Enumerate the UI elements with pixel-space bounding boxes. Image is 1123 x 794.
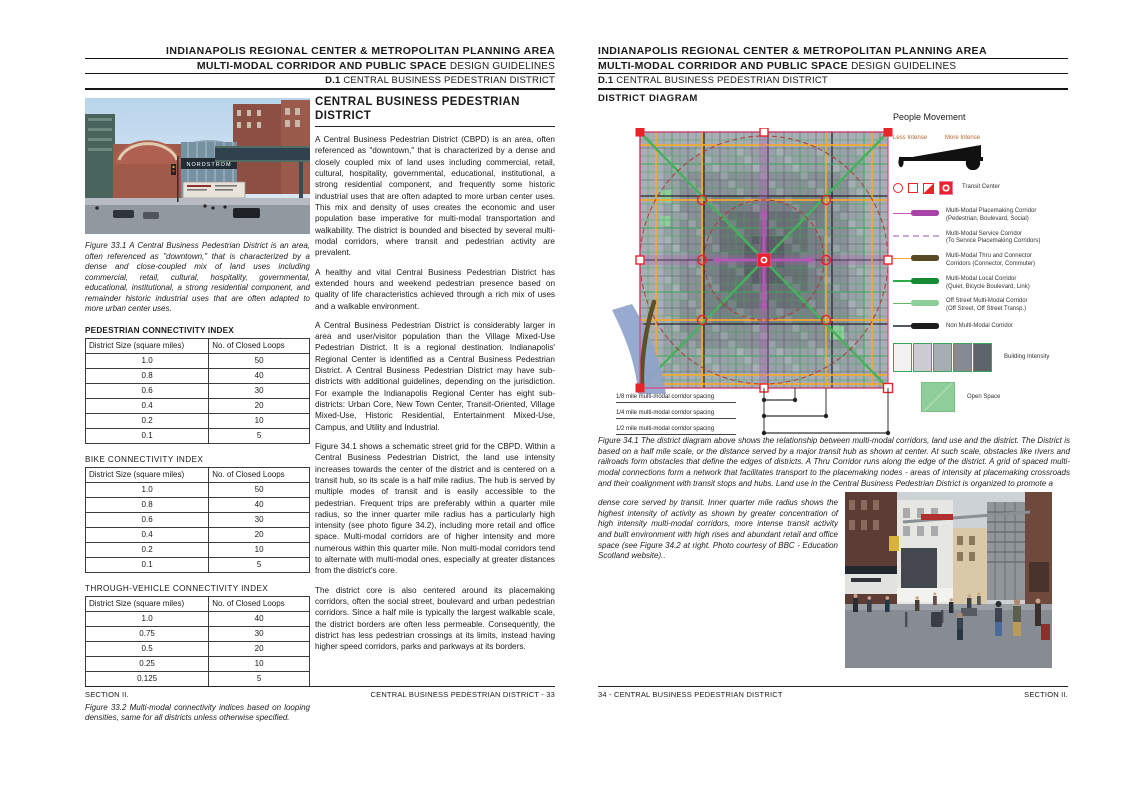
spacing-label-quarter: 1/4 mile multi-modal corridor spacing [616,410,736,419]
legend-entry-thru-connector: Multi-Modal Thru and Connector Corridors (Connector, Commuter) [893,253,1075,269]
table-row: 0.8 40 [86,368,310,383]
open-space-label: Open Space [967,393,1001,400]
header-line2-bold: MULTI-MODAL CORRIDOR AND PUBLIC SPACE [598,60,848,72]
header-line3-rest: CENTRAL BUSINESS PEDESTRIAN DISTRICT [616,75,828,86]
page-header-right [598,45,1068,90]
header-line3-rest: CENTRAL BUSINESS PEDESTRIAN DISTRICT [343,75,555,86]
non-multimodal-corridor-swatch [893,322,939,331]
table-row: 0.6 30 [86,512,310,527]
off-street-corridor-swatch [893,299,939,308]
nordstrom-sign-text: NORDSTROM [186,162,232,168]
transit-halfsquare-icon [923,183,934,194]
figure-34-1-caption-part2: dense core served by transit. Inner quarter mile radius shows the highest intensity of activity as shown by greater concentration of high intensity multi-modal corridors, more intense transit activity and built environment with high rises and abundant retail and office space (see Figure 34.2 at right. Photo courtesy of BBC - Education Scotland website).. [598,498,838,561]
table-row: 1.0 50 [86,482,310,497]
pedestrian-connectivity-table [85,338,310,444]
table-row: 0.75 30 [86,626,310,641]
bike-connectivity-table [85,467,310,573]
article-paragraph: A Central Business Pedestrian District is considerably larger in area and user/visitor population than the Village Mixed-Use Pedestrian District. It is a regional destination. Indianapolis' Regional Center is identified as a Central Business Pedestrian District. A Central Business Pedestrian District may have sub-districts with additional guidelines, depending on the jurisdiction. For example the Indianapolis Regional Center has eight sub-districts: Urban Core, New Town Center, Transit-Oriented, Village Mixed-Use, Historic Residential, Entertainment Mixed-Use, Campus, and Utility and Industrial. [315,320,555,432]
footer-right-page [598,686,1068,699]
building-intensity-swatch [973,343,992,372]
footer-page-label: 34 - CENTRAL BUSINESS PEDESTRIAN DISTRICT [598,690,783,699]
table-row: 0.2 10 [86,413,310,428]
header-line3 [85,75,555,90]
header-line2 [85,60,555,74]
legend-entry-non-multimodal: Non Multi-Modal Corridor [893,321,1075,331]
intensity-wedge-icon [893,142,997,170]
spacing-label-eighth: 1/8 mile multi-modal corridor spacing [616,394,736,403]
building-intensity-swatch [913,343,932,372]
article-paragraph: A healthy and vital Central Business Pedestrian District has extended hours and weekend pedestrian presence based on quality of life characteristics achieved through a rich mix of uses and a walkable environment. [315,267,555,311]
header-line3 [598,75,1068,90]
street-photo-illustration [845,492,1052,668]
service-corridor-swatch [893,232,939,241]
article-paragraph: The district core is also centered around its placemaking corridors, often the social street, boulevard and urban pedestrian corridors. Since a half mile is typically the largest walkable scale, the district borders are often less permeable. Consequently, the district has less pedestrian crossings at its limits, instead having higher speed corridors, parks and parkways at its borders. [315,585,555,652]
transit-square-icon [908,183,918,193]
legend-entry-off-street: Off Street Multi-Modal Corridor (Off Street, Off Street Transp.) [893,298,1075,314]
col-district-size: District Size (square miles) [86,338,209,353]
table-header-row: District Size (square miles) No. of Closed Loops [86,467,310,482]
table-row: 0.4 20 [86,527,310,542]
less-intense-label: Less Intense [893,135,928,141]
figure-33-2-caption: Figure 33.2 Multi-modal connectivity indices based on looping densities, same for all districts unless otherwise specified. [85,702,310,723]
district-diagram-title: DISTRICT DIAGRAM [598,93,698,104]
header-line2-light: DESIGN GUIDELINES [851,61,957,72]
transit-center-label: Transit Center [962,184,1000,191]
table-row: 0.25 10 [86,656,310,671]
building-intensity-swatch [953,343,972,372]
building-intensity-label: Building Intensity [1004,354,1050,361]
thru-corridor-swatch [893,254,939,263]
transit-center-icon [939,181,953,195]
transit-circle-icon [893,183,903,193]
transit-center-row [893,181,1075,195]
footer-left-page [85,686,555,699]
table-row: 0.2 10 [86,542,310,557]
table-row: 0.125 5 [86,671,310,686]
footer-section: SECTION II. [1024,690,1068,699]
table-header-row [86,338,310,353]
left-column [85,98,310,724]
header-line2 [598,60,1068,74]
through-vehicle-index-title: THROUGH-VEHICLE CONNECTIVITY INDEX [85,583,269,593]
intensity-labels [893,135,1075,141]
spacing-label-half: 1/2 mile multi-modal corridor spacing [616,426,736,435]
open-space-row [921,382,1075,412]
page-header-left [85,45,555,90]
bike-index-title: BIKE CONNECTIVITY INDEX [85,454,204,464]
figure-34-1-caption-part1: Figure 34.1 The district diagram above shows the relationship between multi-modal corridors, land use and the district. The District is based on a half mile scale, or the distance served by a major transit hub as shown at center. At such scale, obstacles like rivers and railroads form obstacles that define the edges of districts. A Thru Corridor runs along the edge of the district. A grid of spaced multi-modal connections form a network that facilitates transport to the placemaking nodes - areas of intensity at placemaking crossroads and their coalignment with transit stops and hubs. Land use in the Central Business Pedestrian District is organized to promote a [598,436,1070,488]
article-paragraph: A Central Business Pedestrian District (CBPD) is an area, often referenced as "downtown," that is characterized by a dense and closely coupled mix of land uses including commercial, retail, cultural, hospitality, governmental, educational, institutional, a strong residential component, and frequently some historic industrial uses that are often adapted to more urban center uses. This mix and density of uses creates the economic and user population base imperative for multi-modal transportation and walkability. The district is bounded and bisected by several multi-modal corridors, where transit and pedestrian activity are prevalent. [315,135,555,258]
more-intense-label: More Intense [945,135,981,141]
article-paragraph: Figure 34.1 shows a schematic street grid for the CBPD. Within a Central Business Pedestrian District, the land use intensity increases towards the center of the district and is centered on a transit hub, so its scale is a half mile radius. The hub is served by multiple modes of transit and is easily accessible to the pedestrian. Frequent trips are preferably within a quarter mile radius, so the inner quarter mile radius has a particularly high intensity (see photo figure 34.2), including more retail and office space. Multi-modal corridors are of higher intensity and more numerous within this quarter mile. Non multi-modal corridors tend to alternate with multi-modal ones, especially at greater distances from the district's core. [315,441,555,576]
article-title: CENTRAL BUSINESS PEDESTRIAN DISTRICT [315,96,555,127]
legend-title: People Movement [893,112,966,122]
legend-entry-local: Multi-Modal Local Corridor (Quiet, Bicycle Boulevard, Link) [893,276,1075,292]
header-line1: INDIANAPOLIS REGIONAL CENTER & METROPOLITAN PLANNING AREA [85,45,555,59]
open-space-swatch [921,382,955,412]
table-row: 0.6 30 [86,383,310,398]
building-intensity-row [893,343,1075,372]
header-line3-bold: D.1 [598,75,614,86]
figure-33-1-photo [85,98,310,234]
table-header-row: District Size (square miles) No. of Closed Loops [86,596,310,611]
header-line2-bold: MULTI-MODAL CORRIDOR AND PUBLIC SPACE [196,60,447,72]
header-line3-bold: D.1 [325,75,341,86]
local-corridor-swatch [893,277,939,286]
building-intensity-swatch [893,343,912,372]
col-closed-loops: No. of Closed Loops [209,338,310,353]
table-row: 0.4 20 [86,398,310,413]
through-vehicle-connectivity-table [85,596,310,687]
footer-section: SECTION II. [85,690,129,699]
pedestrian-index-title: PEDESTRIAN CONNECTIVITY INDEX [85,325,234,335]
table-row: 1.0 40 [86,611,310,626]
diagram-legend [893,112,1075,412]
legend-entry-service: Multi-Modal Service Corridor (To Service Placemaking Corridors) [893,231,1075,247]
table-row: 0.5 20 [86,641,310,656]
article-column [315,96,555,661]
header-line1: INDIANAPOLIS REGIONAL CENTER & METROPOLITAN PLANNING AREA [598,45,1068,59]
table-row: 0.1 5 [86,557,310,572]
placemaking-corridor-swatch [893,209,939,218]
table-row: 0.8 40 [86,497,310,512]
table-row: 0.1 5 [86,428,310,443]
figure-34-2-photo [845,492,1052,668]
legend-entry-placemaking: Multi-Modal Placemaking Corridor (Pedestrian, Boulevard, Social) [893,208,1075,224]
table-row: 1.0 50 [86,353,310,368]
figure-33-1-caption: Figure 33.1 A Central Business Pedestrian District is an area, often referenced as "downtown," that is characterized by a dense and close-coupled mix of land uses including commercial, retail, cultural, hospitality, governmental, educational, institutional, a strong residential component, and remainder historic industrial uses that are often adapted to more urban center uses. [85,241,310,314]
building-intensity-swatch [933,343,952,372]
footer-page-label: CENTRAL BUSINESS PEDESTRIAN DISTRICT - 33 [370,690,555,699]
header-line2-light: DESIGN GUIDELINES [449,61,555,72]
downtown-photo-illustration [85,98,310,234]
